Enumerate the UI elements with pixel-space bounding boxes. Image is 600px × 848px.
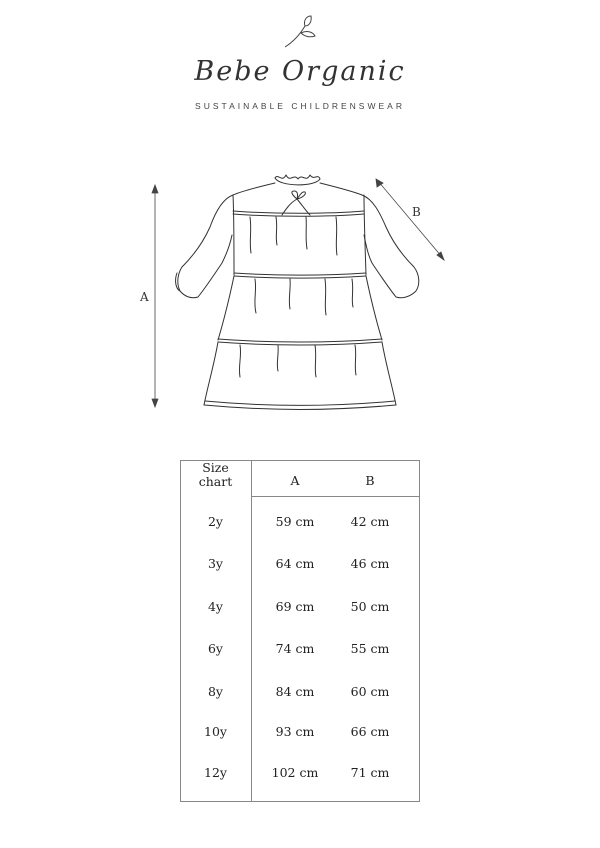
- measure-b-cell: 42 cm: [350, 514, 390, 529]
- size-cell: 8y: [207, 684, 223, 699]
- brand-tagline: SUSTAINABLE CHILDRENSWEAR: [195, 101, 405, 111]
- size-chart-header: Size chart: [198, 460, 233, 489]
- measure-a-cell: 74 cm: [275, 641, 315, 656]
- measure-a-cell: 69 cm: [275, 599, 315, 614]
- measure-a-cell: 59 cm: [275, 514, 315, 529]
- sprig-icon: [281, 14, 321, 50]
- size-cell: 4y: [207, 599, 223, 614]
- size-cell: 10y: [204, 724, 227, 739]
- table-row: [180, 514, 420, 534]
- column-header-a: A: [290, 473, 300, 488]
- measure-b-cell: 60 cm: [350, 684, 390, 699]
- size-cell: 2y: [207, 514, 223, 529]
- measure-b-cell: 50 cm: [350, 599, 390, 614]
- table-row: [180, 724, 420, 744]
- column-header-b: B: [365, 473, 375, 488]
- measure-b-cell: 66 cm: [350, 724, 390, 739]
- table-row: [180, 556, 420, 576]
- measure-a-cell: 64 cm: [275, 556, 315, 571]
- table-row: [180, 599, 420, 619]
- measure-b-cell: 46 cm: [350, 556, 390, 571]
- table-header-divider: [251, 496, 420, 497]
- brand-name: Bebe Organic: [194, 56, 406, 87]
- dimension-a-label: A: [140, 290, 149, 304]
- table-row: [180, 641, 420, 661]
- measure-b-cell: 71 cm: [350, 765, 390, 780]
- table-row: [180, 765, 420, 785]
- measure-a-cell: 93 cm: [275, 724, 315, 739]
- measure-a-cell: 102 cm: [271, 765, 319, 780]
- size-cell: 12y: [204, 765, 227, 780]
- size-cell: 3y: [207, 556, 223, 571]
- measure-b-cell: 55 cm: [350, 641, 390, 656]
- size-chart-table: [180, 460, 420, 802]
- measure-a-cell: 84 cm: [275, 684, 315, 699]
- table-row: [180, 684, 420, 704]
- dress-illustration: [130, 165, 450, 425]
- table-divider: [251, 460, 252, 802]
- dimension-b-label: B: [412, 205, 421, 219]
- size-cell: 6y: [207, 641, 223, 656]
